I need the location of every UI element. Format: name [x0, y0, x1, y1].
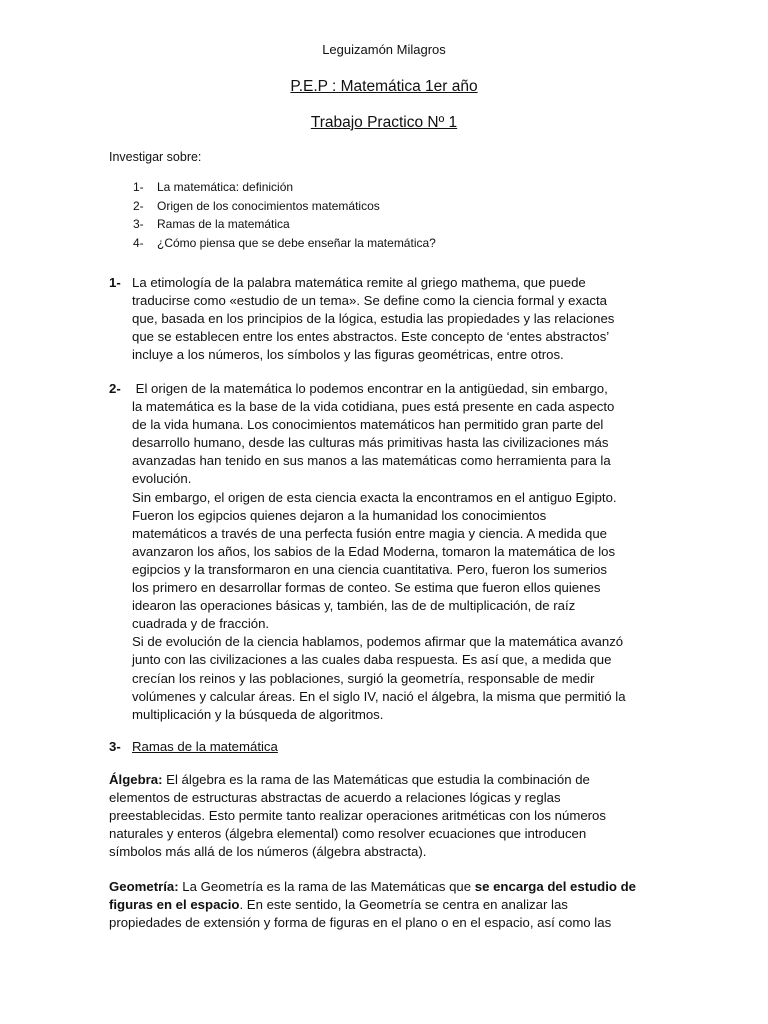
paragraph-line [109, 896, 664, 914]
question-text: ¿Cómo piensa que se debe enseñar la matemática? [157, 235, 436, 250]
question-text: Ramas de la matemática [157, 217, 290, 231]
paragraph-line: la matemática es la base de la vida cotidiana, pues está presente en cada aspecto [132, 399, 615, 415]
line-text: La etimología de la palabra matemática remite al griego mathema, que puede [132, 275, 586, 290]
paragraph-line: que se establecen entre los entes abstractos. Este concepto de ‘entes abstractos’ [132, 329, 610, 345]
answer-number: 1- [109, 275, 121, 290]
author-name: Leguizamón Milagros [322, 42, 446, 57]
paragraph-line: elementos de estructuras abstractas de acuerdo a relaciones lógicas y reglas [109, 790, 561, 806]
list-item [133, 199, 436, 218]
list-item [133, 217, 436, 236]
paragraph-line: avanzadas han tenido en sus manos a las matemáticas como herramienta para la [132, 453, 611, 469]
line-text: La Geometría es la rama de las Matemáticas que [178, 879, 475, 894]
question-text: Origen de los conocimientos matemáticos [157, 198, 380, 213]
section-heading [109, 738, 664, 756]
paragraph-line: preestablecidas. Esto permite tanto realizar operaciones aritméticas con los números [109, 808, 606, 824]
paragraph-line: naturales y enteros (álgebra elemental) como resolver ecuaciones que introducen [109, 826, 587, 842]
term-label: Geometría: [109, 879, 179, 894]
paragraph-line [109, 274, 664, 292]
bold-text: figuras en el espacio [109, 897, 240, 913]
answer-3 [109, 738, 664, 756]
question-number: 3- [133, 217, 144, 231]
intro-text: Investigar sobre: [109, 150, 202, 164]
paragraph-line: evolución. [132, 471, 192, 487]
geometria-paragraph [109, 878, 664, 932]
answer-number: 2- [109, 381, 121, 396]
question-number: 4- [133, 235, 144, 250]
paragraph-line [109, 380, 664, 398]
paragraph-line: Si de evolución de la ciencia hablamos, podemos afirmar que la matemática avanzó [132, 634, 624, 650]
term-label: Álgebra: [109, 772, 163, 787]
paragraph-line: de la vida humana. Los conocimientos matemáticos han permitido gran parte del [132, 417, 604, 433]
paragraph-line: egipcios y la transformaron en una ciencia cuantitativa. Pero, fueron los sumerios [132, 561, 607, 577]
line-text: . En este sentido, la Geometría se centra en analizar las [239, 897, 568, 913]
list-item [133, 180, 436, 199]
answer-1 [109, 274, 664, 364]
question-number: 2- [133, 198, 144, 213]
paragraph-line: junto con las civilizaciones a las cuales daba respuesta. Es así que, a medida que [132, 652, 612, 668]
answer-2 [109, 380, 664, 724]
paragraph-line: crecían los reinos y las poblaciones, surgió la geometría, responsable de medir [132, 670, 595, 686]
paragraph-line [109, 878, 664, 896]
paragraph-line: avanzaron los años, los sabios de la Edad Moderna, tomaron la matemática de los [132, 543, 616, 559]
section-heading-text: Ramas de la matemática [132, 739, 278, 754]
paragraph-line: desarrollo humano, desde las culturas más primitivas hasta las civilizaciones más [132, 435, 609, 451]
paragraph-line: propiedades de extensión y forma de figuras en el plano o en el espacio, así como las [109, 915, 612, 931]
document-title-text: P.E.P : Matemática 1er año [290, 78, 478, 95]
paragraph-line: idearon las operaciones básicas y, también, las de de multiplicación, de raíz [132, 598, 576, 614]
document-subtitle [0, 114, 768, 132]
question-number: 1- [133, 180, 144, 194]
document-title [0, 78, 768, 96]
paragraph-line: Fueron los egipcios quienes dejaron a la humanidad los conocimientos [132, 507, 547, 523]
paragraph-line: volúmenes y calcular áreas. En el siglo IV, nació el álgebra, la misma que permitió la [132, 688, 626, 704]
algebra-paragraph [109, 771, 664, 861]
paragraph-line: los primero en desarrollar formas de conteo. Se estima que fueron ellos quienes [132, 580, 601, 596]
line-text: El álgebra es la rama de las Matemáticas que estudia la combinación de [162, 772, 590, 787]
paragraph-line: incluye a los números, los símbolos y las figuras geométricas, entre otros. [132, 347, 564, 363]
answer-number: 3- [109, 739, 121, 754]
paragraph-line: multiplicación y la búsqueda de algoritmos. [132, 706, 384, 722]
paragraph-line: matemáticos a través de una perfecta fusión entre magia y ciencia. A medida que [132, 525, 608, 541]
paragraph-line: símbolos más allá de los números (álgebra abstracta). [109, 844, 427, 860]
paragraph-line: traducirse como «estudio de un tema». Se define como la ciencia formal y exacta [132, 293, 608, 309]
bold-text: se encarga del estudio de [474, 879, 637, 894]
paragraph-line: cuadrada y de fracción. [132, 616, 270, 632]
questions-list [133, 180, 436, 254]
paragraph-line: Sin embargo, el origen de esta ciencia exacta la encontramos en el antiguo Egipto. [132, 489, 617, 505]
document-subtitle-text: Trabajo Practico Nº 1 [310, 114, 458, 131]
paragraph-line [109, 771, 664, 789]
question-text: La matemática: definición [157, 180, 294, 194]
paragraph-line: que, basada en los principios de la lógica, estudia las propiedades y las relaciones [132, 311, 615, 327]
line-text: El origen de la matemática lo podemos encontrar en la antigüedad, sin embargo, [132, 381, 608, 396]
list-item [133, 236, 436, 255]
